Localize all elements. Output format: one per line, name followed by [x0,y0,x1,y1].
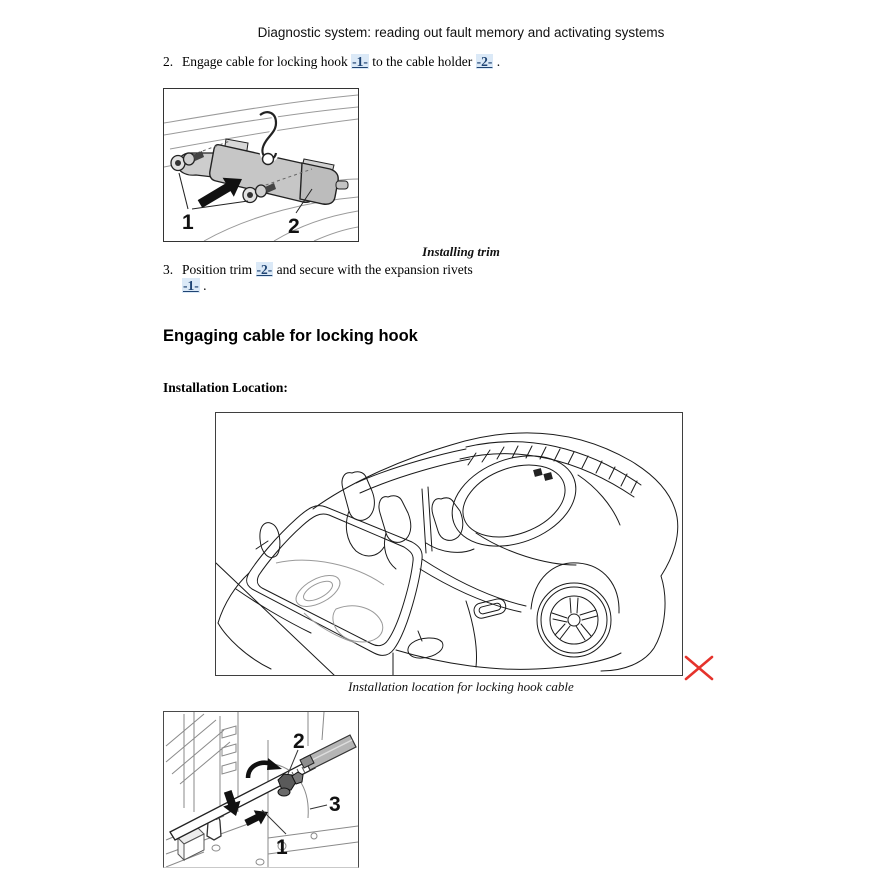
red-x-icon [683,654,715,682]
figure-caption-trim: Installing trim [422,244,500,259]
figure-cable-engagement [163,711,359,868]
step-3 [163,262,723,278]
step-3-text: Position trim [182,262,253,277]
figure-trim-installation [163,88,359,242]
figure-caption-car: Installation location for locking hook cable [348,679,574,694]
car-illustration [216,413,682,675]
page-title: Diagnostic system: reading out fault memory and activating systems [257,25,665,40]
cable-sleeve [304,735,356,770]
step-2-text: Engage cable for locking hook [182,54,348,69]
cable-nut [278,772,303,796]
figure-label: 1 [182,211,194,234]
step-3-line2 [182,278,207,294]
figure-label: 3 [329,793,341,816]
locking-hook [260,112,276,164]
installation-location-label: Installation Location: [163,380,288,395]
cable-illustration [164,712,358,867]
figure-installation-location [215,412,683,676]
cable-rod [170,760,315,840]
ref-link-2b[interactable]: -2- [256,262,273,277]
figure-label: 1 [276,836,288,859]
figure-label: 2 [288,215,300,238]
step-3-end: . [203,278,207,293]
step-3-number: 3. [163,262,174,277]
ref-link-1[interactable]: -1- [352,54,368,69]
step-2 [163,54,723,70]
ref-link-1b[interactable]: -1- [183,278,199,293]
step-2-number: 2. [163,54,174,69]
section-heading: Engaging cable for locking hook [163,327,418,345]
ref-link-2[interactable]: -2- [476,54,493,69]
step-2-text-end: . [496,54,501,69]
rotate-arrow-icon [248,758,282,778]
trim-illustration [164,89,358,241]
step-3-text-mid: and secure with the expansion rivets [276,262,473,277]
step-2-text-mid: to the cable holder [372,54,473,69]
figure-label: 2 [293,730,305,753]
